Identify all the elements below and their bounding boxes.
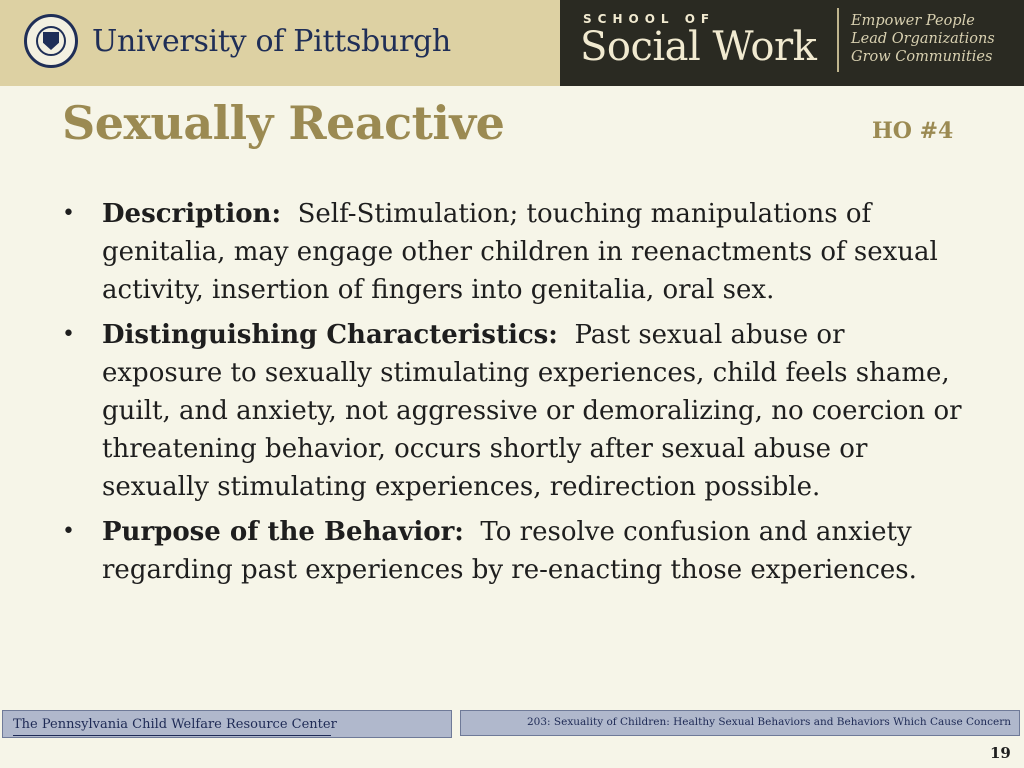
header-right-band — [560, 0, 1024, 86]
bullet-dot-icon: • — [62, 519, 75, 544]
footer-organization: The Pennsylvania Child Welfare Resource Center — [13, 717, 337, 732]
bullet-term: Purpose of the Behavior: — [102, 517, 464, 547]
footer-course-box — [460, 710, 1020, 736]
bullet-term: Distinguishing Characteristics: — [102, 320, 558, 350]
school-of-label: SCHOOL OF — [583, 12, 716, 26]
tagline-3: Grow Communities — [851, 49, 993, 65]
bullet-text: To resolve confusion and anxiety regarding past experiences by re-enacting those experiences. — [102, 517, 917, 585]
university-name: University of Pittsburgh — [92, 24, 451, 59]
bullet-item-description — [62, 195, 972, 309]
bullet-item-characteristics — [62, 316, 972, 506]
university-seal-icon — [24, 14, 78, 68]
header-left-band — [0, 0, 560, 86]
bullet-dot-icon: • — [62, 322, 75, 347]
bullet-term: Description: — [102, 199, 282, 229]
footer-organization-box — [2, 710, 452, 738]
bullet-text: Self-Stimulation; touching manipulations of genitalia, may engage other children in reenactments of sexual activity, insertion of fingers into genitalia, oral sex. — [102, 199, 938, 305]
bullet-item-purpose — [62, 513, 972, 589]
tagline-2: Lead Organizations — [851, 31, 995, 47]
header-divider — [837, 8, 839, 72]
tagline-block — [851, 12, 995, 66]
bullet-list — [62, 195, 972, 596]
footer-course-title: 203: Sexuality of Children: Healthy Sexual Behaviors and Behaviors Which Cause Concern — [527, 716, 1011, 728]
school-name: Social Work — [580, 24, 817, 70]
handout-label: HO #4 — [872, 118, 954, 144]
footer-underline — [13, 735, 331, 736]
bullet-text: Past sexual abuse or exposure to sexually stimulating experiences, child feels shame, guilt, and anxiety, not aggressive or demoralizing, no coercion or threatening behavior, occurs shortly after sexual abuse or sexually stimulating experiences, redirection possible. — [102, 320, 962, 502]
page-number: 19 — [990, 744, 1011, 762]
tagline-1: Empower People — [851, 13, 975, 29]
slide-title: Sexually Reactive — [62, 96, 505, 150]
bullet-dot-icon: • — [62, 201, 75, 226]
